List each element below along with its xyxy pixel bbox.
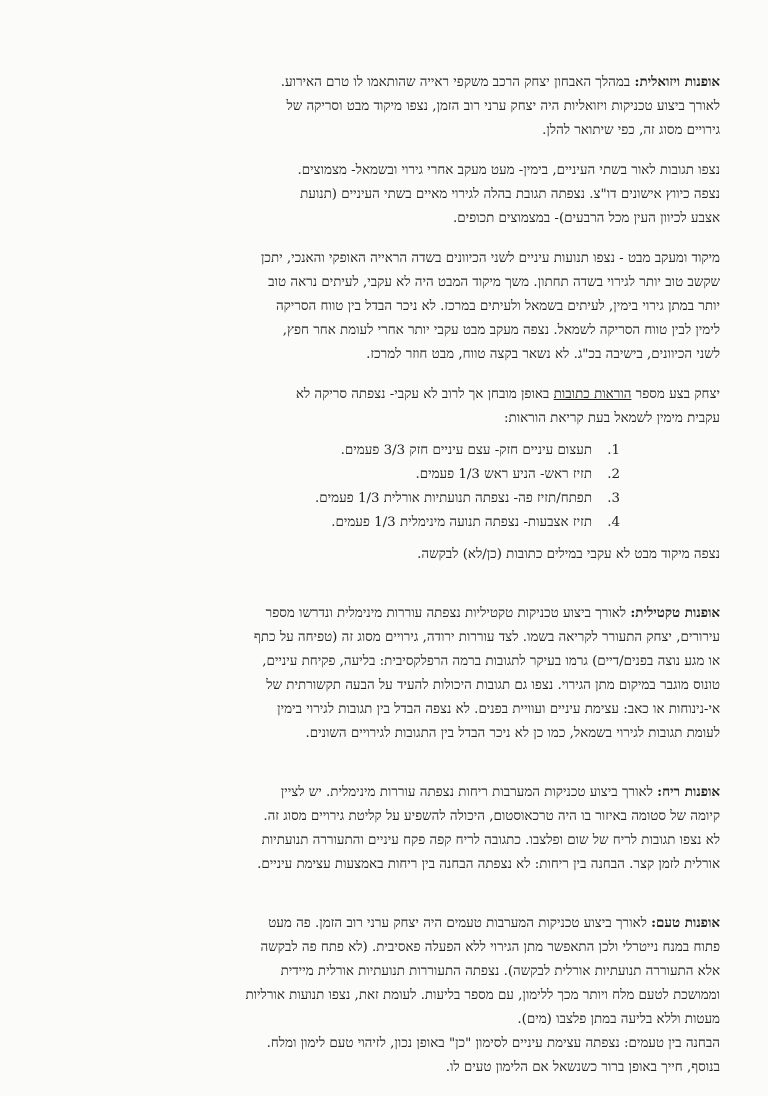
taste-line-5: מעטות וללא בליעה במתן פלצבו (מים).: [517, 1012, 720, 1027]
paragraph-smell: [48, 780, 720, 877]
list-item: [48, 439, 620, 463]
smell-line-2: קיומה של סטומה באיזור בו היה טרכאוסטום, היכולה להשפיע על קליטת גירויים מסוג זה.: [263, 809, 720, 824]
heading-taste: אופנות טעם:: [651, 915, 720, 931]
paragraph-taste: [48, 911, 720, 1080]
tactile-line-5: אי-נינוחות או כאב: עצימת עיניים ועוויית בפנים. לא נצפה הבדל בין תגובות לגירוי בימין: [277, 702, 720, 717]
light-line-2: נצפה כיווץ אישונים דו"צ. נצפתה תגובת בהלה לגירוי מאיים בשתי העיניים (תנועת: [300, 187, 720, 202]
smell-line-1: לאורך ביצוע טכניקות המערבות ריחות נצפתה עוררות מינימלית. יש לציין: [280, 785, 653, 800]
focus-line-2: שקשב טוב יותר לגירוי בשדה תחתון. משך מיקוד המבט היה לא עקבי, לעיתים נראה טוב: [268, 275, 720, 290]
tactile-line-1: לאורך ביצוע טכניקות טקטיליות נצפתה עוררות מינימלית ונדרשו מספר: [265, 606, 627, 621]
paragraph-visual: [48, 70, 720, 143]
focus-line-3: יותר במתן גירוי בימין, לעיתים בשמאל ולעיתים במרכז. לא ניכר הבדל בין טווח הסריקה: [275, 299, 720, 314]
taste-line-1: לאורך ביצוע טכניקות המערבות טעמים היה יצחק ערני רוב הזמן. פה מעט: [268, 916, 647, 931]
visual-line-3: גירויים מסוג זה, כפי שיתואר להלן.: [542, 123, 720, 138]
paragraph-tactile: [48, 601, 720, 746]
list-item: [48, 487, 620, 511]
written-instructions-underlined: הוראות כתובות: [553, 387, 632, 402]
taste-line-7: בנוסף, חייך באופן ברור כשנשאל אם הלימון טעים לו.: [445, 1060, 720, 1075]
gaze-note: נצפה מיקוד מבט לא עקבי במילים כתובות (כן/לא) לבקשה.: [417, 547, 720, 562]
list-item-text: תפתח/תזיז פה- נצפתה תנועתיות אורלית 1/3 פעמים.: [315, 491, 592, 506]
focus-line-4: לימין לבין טווח הסריקה לשמאל. נצפה מעקב מבט עקבי יותר אחרי לעומת אחר חפץ,: [282, 323, 720, 338]
focus-line-5: לשני הכיוונים, בישיבה בכ"ג. לא נשאר בקצה טווח, מבט חוזר למרכז.: [366, 347, 720, 362]
light-line-3: אצבע לכיוון העין מכל הרבעים)- במצמוצים תכופים.: [452, 211, 720, 226]
tactile-line-6: לעומת תגובות לגירוי בשמאל, כמו כן לא ניכר הבדל בין התגובות לגירויים השונים.: [305, 726, 720, 741]
tactile-line-3: או מגע נוצה בפנים/דיים) גרמו בעיקר לתגובות ברמה הרפלקסיבית: בליעה, פקיחת עיניים,: [262, 654, 720, 669]
section-gap: [48, 762, 720, 780]
instructions-list: [48, 439, 720, 535]
paragraph-light: [48, 159, 720, 231]
list-item-number: 3.: [607, 491, 620, 506]
section-gap: [48, 583, 720, 601]
taste-line-4: וממושכת לטעם מלח ויותר מכך ללימון, עם מספר בליעות. לעומת זאת, נצפו תנועות אורליות: [245, 988, 720, 1003]
smell-line-4: אורלית לזמן קצר. הבחנה בין ריחות: לא נצפתה הבחנה בין ריחות באמצעות עצימת עיניים.: [257, 857, 720, 872]
section-gap: [48, 893, 720, 911]
document-page: [48, 70, 720, 1096]
light-line-1: נצפו תגובות לאור בשתי העיניים, בימין- מעט מעקב אחרי גירוי ובשמאל- מצמוצים.: [297, 163, 720, 178]
list-item-text: תזיז ראש- הניע ראש 1/3 פעמים.: [415, 467, 592, 482]
visual-line-2: לאורך ביצוע טכניקות ויזואליות היה יצחק ערני רוב הזמן, נצפו מיקוד מבט וסריקה של: [286, 99, 720, 114]
instructions-intro-post: באופן מובחן אך לרוב לא עקבי- נצפתה סריקה לא: [295, 387, 554, 402]
tactile-line-4: טונוס מוגבר במיקום מתן הגירוי. נצפו גם תגובות היכולות להעיד על הבעה תקשורתית של: [266, 678, 720, 693]
list-item: [48, 511, 620, 535]
paragraph-instructions-intro: [48, 383, 720, 431]
focus-line-1: מיקוד ומעקב מבט - נצפו תנועות עיניים לשני הכיוונים בשדה הראייה האופקי והאנכי, יתכן: [260, 251, 720, 266]
heading-tactile: אופנות טקטילית:: [630, 605, 720, 621]
list-item-number: 1.: [607, 443, 620, 458]
tactile-line-2: עירורים, יצחק התעורר לקריאה בשמו. לצד עוררות ירודה, גירויים מסוג זה (טפיחה על כתף: [253, 630, 720, 645]
paragraph-focus: [48, 247, 720, 367]
visual-line-1: במהלך האבחון יצחק הרכב משקפי ראייה שהותאמו לו טרם האירוע.: [280, 75, 631, 90]
list-item-text: תזיז אצבעות- נצפתה תנועה מינימלית 1/3 פעמים.: [331, 515, 592, 530]
heading-smell: אופנות ריח:: [657, 784, 720, 800]
smell-line-3: לא נצפו תגובות לריח של שום ופלצבו. כתגובה לריח קפה פקח עיניים והתעוררה תנועתיות: [261, 833, 720, 848]
list-item-number: 2.: [607, 467, 620, 482]
list-item-text: תעצום עיניים חזק- עצם עיניים חזק 3/3 פעמים.: [340, 443, 592, 458]
taste-line-3: אלא התעוררה תנועתיות אורלית לבקשה). נצפתה התעוררות תנועתיות אורלית מיידית: [280, 964, 720, 979]
instructions-intro-pre: יצחק בצע מספר: [631, 387, 720, 402]
list-item: [48, 463, 620, 487]
taste-line-2: פתוח במנח נייטרלי ולכן התאפשר מתן הגירוי ללא הפעלה פאסיבית. (לא פתח פה לבקשה: [260, 940, 720, 955]
instructions-intro-line-2: עקבית מימין לשמאל בעת קריאת הוראות:: [504, 411, 720, 426]
taste-line-6: הבחנה בין טעמים: נצפתה עצימת עיניים לסימון "כן" באופן נכון, לזיהוי טעם לימון ומלח.: [266, 1036, 720, 1051]
list-item-number: 4.: [607, 515, 620, 530]
heading-visual: אופנות ויזואלית:: [634, 74, 720, 90]
